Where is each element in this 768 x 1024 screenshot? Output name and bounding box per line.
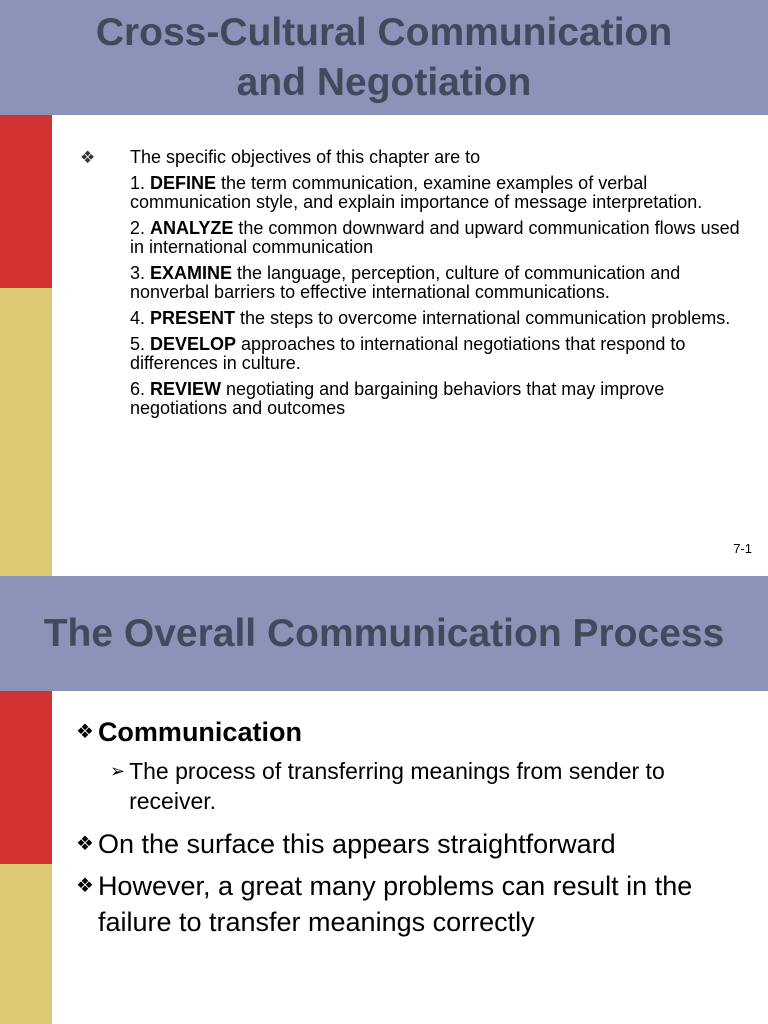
sub-bullet-text: The process of transferring meanings from sender to receiver. [129,758,665,814]
diamond-bullet-icon: ❖ [76,721,94,743]
objective-verb: EXAMINE [150,263,233,283]
objective-verb: REVIEW [150,379,222,399]
objectives-intro: The specific objectives of this chapter are to [130,147,481,167]
diamond-bullet-icon: ❖ [80,148,96,167]
slide-1-title [96,8,672,108]
bullet-problems [76,868,736,940]
objectives-list [130,148,740,425]
objective-verb: PRESENT [150,308,236,328]
bullet-communication [76,714,736,750]
yellow-side-stripe [0,864,52,1024]
slide-1-title-line-2: and Negotiation [236,60,532,104]
diamond-bullet-icon: ❖ [76,875,94,897]
sub-bullet [110,756,730,816]
objective-verb: ANALYZE [150,218,234,238]
objective-item: 6. REVIEW negotiating and bargaining behaviors that may improve negotiations and outcomes [130,379,665,418]
diamond-bullet-icon: ❖ [76,833,94,855]
objective-verb: DEVELOP [150,334,237,354]
yellow-side-stripe [0,288,52,576]
objective-item: 4. PRESENT the steps to overcome international communication problems. [130,308,731,328]
red-side-stripe [0,115,52,288]
objective-item: 5. DEVELOP approaches to international negotiations that respond to differences in culture. [130,334,686,373]
arrowhead-bullet-icon: ➢ [110,761,126,781]
objective-verb: DEFINE [150,173,217,193]
red-side-stripe [0,691,52,864]
slide-2-title-bar [0,576,768,691]
slide-2-title: The Overall Communication Process [43,611,725,655]
objective-item: 3. EXAMINE the language, perception, culture of communication and nonverbal barriers to effective international communications. [130,263,681,302]
slide-number: 7-1 [733,541,752,556]
objective-item: 2. ANALYZE the common downward and upward communication flows used in international communication [130,218,740,257]
bullet-surface [76,826,736,862]
slide-1-title-bar [0,0,768,115]
bullet-heading: Communication [97,717,302,747]
objective-item: 1. DEFINE the term communication, examine examples of verbal communication style, and explain importance of message interpretation. [130,173,703,212]
slide-1-title-line-1: Cross-Cultural Communication [95,10,673,54]
bullet-text: On the surface this appears straightforward [97,829,616,859]
bullet-text: However, a great many problems can result in the failure to transfer meanings correctly [97,871,693,937]
